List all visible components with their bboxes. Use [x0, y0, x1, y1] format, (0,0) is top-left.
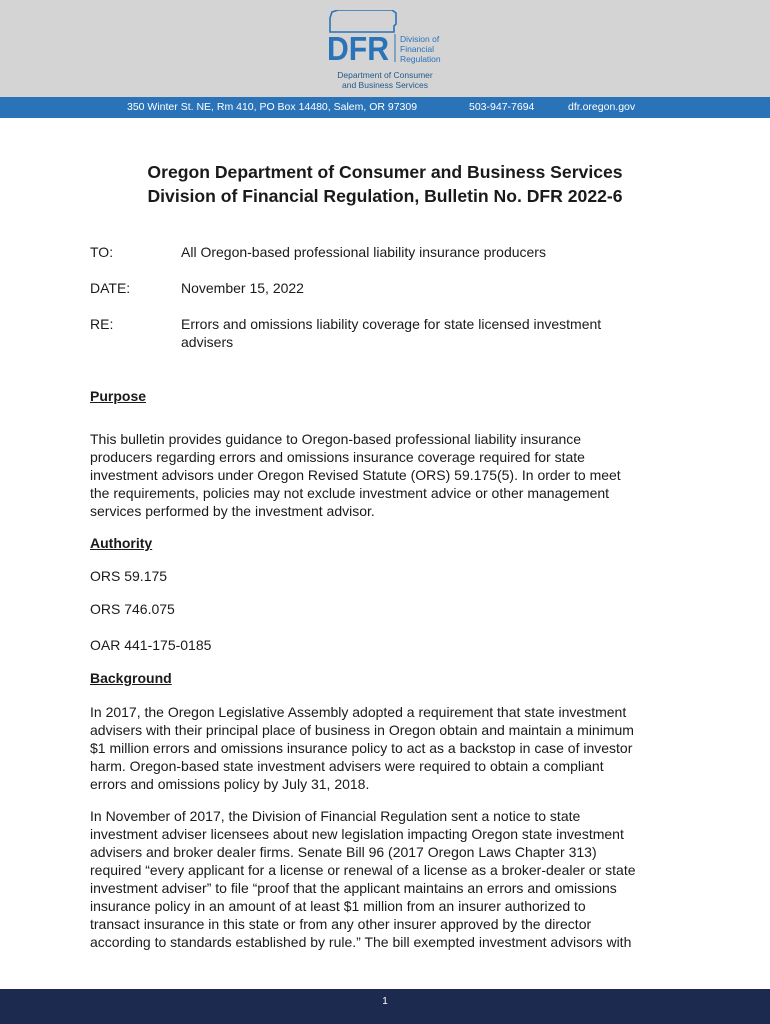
- paragraph-line: $1 million errors and omissions insurance policy to act as a backstop in case of investor: [90, 740, 633, 756]
- page-footer: [0, 989, 770, 1024]
- logo-division-line-2: Financial: [400, 44, 435, 54]
- re-label: RE:: [90, 316, 114, 332]
- purpose-heading: Purpose: [90, 388, 147, 404]
- paragraph-line: the requirements, policies may not exclude investment advice or other management: [90, 485, 610, 501]
- to-label: TO:: [90, 244, 114, 260]
- paragraph-line: transact insurance in this state or from any other insurer approved by the director: [90, 916, 592, 932]
- paragraph-line: In 2017, the Oregon Legislative Assembly adopted a requirement that state investment: [90, 704, 627, 720]
- bulletin-title-line-2: Division of Financial Regulation, Bulletin No. DFR 2022-6: [147, 186, 623, 206]
- contact-bar: [0, 97, 770, 118]
- dfr-logo: [326, 10, 456, 64]
- logo-mark: DFR: [327, 30, 390, 64]
- authority-item: OAR 441-175-0185: [90, 637, 212, 653]
- authority-heading: Authority: [90, 535, 153, 551]
- authority-item: ORS 746.075: [90, 601, 175, 617]
- paragraph-line: errors and omissions policy by July 31, 2018.: [90, 776, 370, 792]
- paragraph-line: This bulletin provides guidance to Oregon-based professional liability insurance: [90, 431, 582, 447]
- dcbs-line-2: and Business Services: [342, 80, 428, 90]
- paragraph-line: investment adviser licensees about new legislation impacting Oregon state investment: [90, 826, 624, 842]
- paragraph-line: In November of 2017, the Division of Financial Regulation sent a notice to state: [90, 808, 581, 824]
- paragraph-line: advisers with their principal place of business in Oregon obtain and maintain a minimum: [90, 722, 634, 738]
- background-paragraph-2: [90, 807, 685, 951]
- header-band: [0, 0, 770, 97]
- re-value-line: advisers: [181, 334, 234, 350]
- purpose-paragraph: [90, 430, 685, 520]
- re-value-line: Errors and omissions liability coverage for state licensed investment: [181, 316, 602, 332]
- paragraph-line: required “every applicant for a license or renewal of a license as a broker-dealer or state: [90, 862, 636, 878]
- paragraph-line: advisers and broker dealer firms. Senate Bill 96 (2017 Oregon Laws Chapter 313): [90, 844, 597, 860]
- dcbs-line-1: Department of Consumer: [337, 70, 433, 80]
- background-paragraph-1: [90, 703, 685, 793]
- paragraph-line: investment advisors under Oregon Revised Statute (ORS) 59.175(5). In order to meet: [90, 467, 621, 483]
- paragraph-line: according to standards established by rule.” The bill exempted investment advisors with: [90, 934, 632, 950]
- bulletin-title-line-1: Oregon Department of Consumer and Business Services: [147, 162, 623, 182]
- date-label: DATE:: [90, 280, 131, 296]
- paragraph-line: services performed by the investment advisor.: [90, 503, 375, 519]
- paragraph-line: harm. Oregon-based state investment advisers were required to obtain a compliant: [90, 758, 604, 774]
- oregon-state-outline-icon: [330, 10, 396, 32]
- website-link[interactable]: dfr.oregon.gov: [568, 101, 636, 113]
- phone-text: 503-947-7694: [469, 101, 535, 113]
- paragraph-line: producers regarding errors and omissions insurance coverage required for state: [90, 449, 585, 465]
- authority-item: ORS 59.175: [90, 568, 168, 584]
- logo-division-line-3: Regulation: [400, 54, 441, 64]
- paragraph-line: insurance policy in an amount of at least $1 million from an insurer authorized to: [90, 898, 586, 914]
- date-value: November 15, 2022: [181, 280, 304, 296]
- background-heading: Background: [90, 670, 172, 686]
- paragraph-line: investment adviser” to file “proof that the applicant maintains an errors and omissions: [90, 880, 617, 896]
- page-number: 1: [382, 996, 388, 1007]
- re-value: [181, 315, 671, 351]
- to-value: All Oregon-based professional liability insurance producers: [181, 244, 546, 260]
- logo-division-line-1: Division of: [400, 34, 440, 44]
- address-text: 350 Winter St. NE, Rm 410, PO Box 14480, Salem, OR 97309: [127, 101, 418, 113]
